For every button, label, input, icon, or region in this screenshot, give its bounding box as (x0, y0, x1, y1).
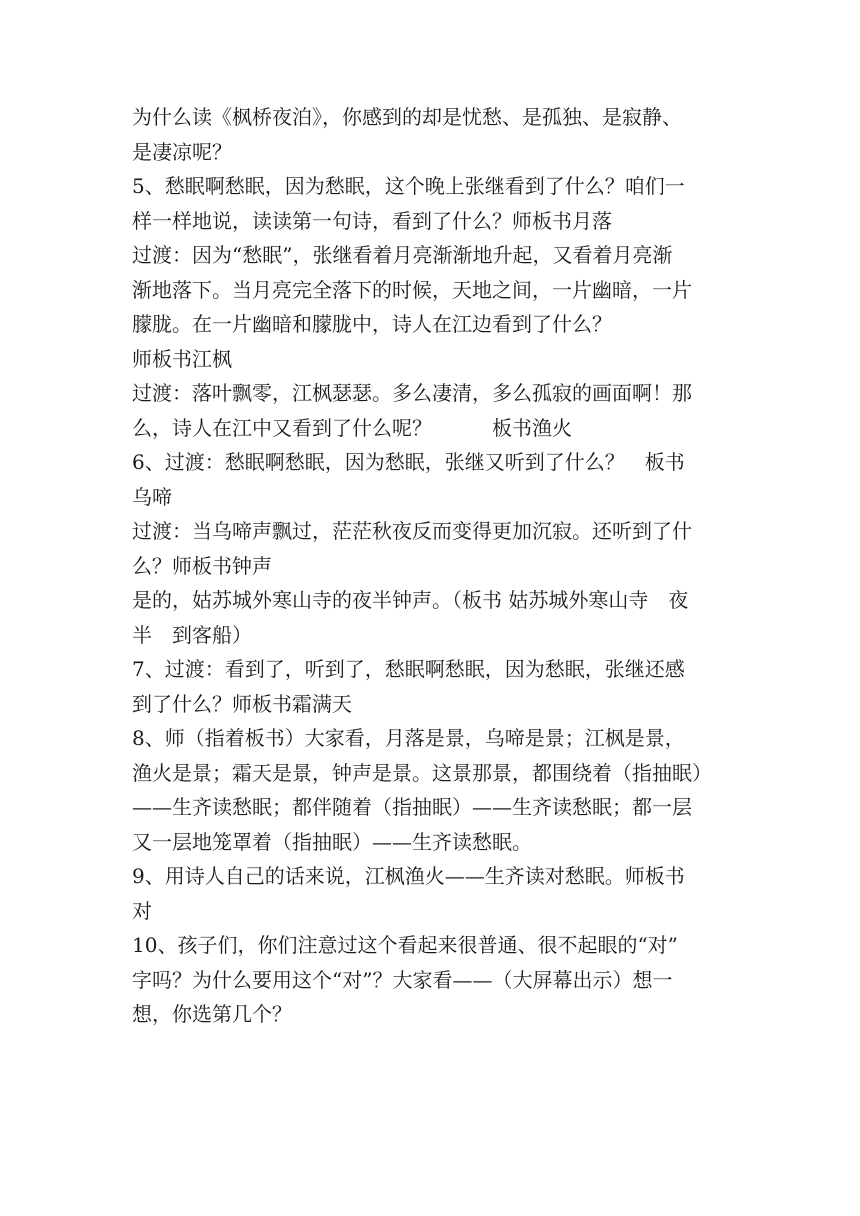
text-line-15: 是的，姑苏城外寒山寺的夜半钟声。（板书 姑苏城外寒山寺 夜 (132, 588, 689, 612)
text-line-23: 9、用诗人自己的话来说，江枫渔火——生齐读对愁眠。师板书 (132, 864, 685, 888)
text-line-10: 么，诗人在江中又看到了什么呢？ 板书渔火 (132, 415, 572, 440)
text-line-16: 半 到客船） (132, 622, 252, 647)
text-line-11: 6、过渡：愁眠啊愁眠，因为愁眠，张继又听到了什么？ 板书 (132, 450, 685, 474)
document-body (132, 100, 732, 1032)
text-line-18: 到了什么？师板书霜满天 (132, 691, 352, 716)
text-line-27: 想，你选第几个？ (132, 1002, 292, 1026)
text-line-19: 8、师（指着板书）大家看，月落是景，乌啼是景；江枫是景， (132, 726, 685, 750)
text-line-1: 为什么读《枫桥夜泊》，你感到的却是忧愁、是孤独、是寂静、 (132, 105, 682, 129)
text-line-12: 乌啼 (132, 484, 172, 509)
text-line-2: 是凄凉呢？ (132, 139, 232, 164)
text-line-25: 10、孩子们，你们注意过这个看起来很普通、很不起眼的“对” (132, 933, 678, 957)
text-line-24: 对 (132, 898, 152, 923)
text-line-7: 朦胧。在一片幽暗和朦胧中，诗人在江边看到了什么？ (132, 312, 612, 336)
text-line-3: 5、愁眠啊愁眠，因为愁眠，这个晚上张继看到了什么？咱们一 (132, 174, 685, 198)
text-line-17: 7、过渡：看到了，听到了，愁眠啊愁眠，因为愁眠，张继还感 (132, 657, 685, 681)
text-line-20: 渔火是景；霜天是景，钟声是景。这景那景，都围绕着（指抽眠） (132, 760, 712, 785)
text-line-5: 过渡：因为“愁眠”，张继看着月亮渐渐地升起，又看着月亮渐 (132, 243, 673, 267)
text-line-6: 渐地落下。当月亮完全落下的时候，天地之间，一片幽暗，一片 (132, 277, 692, 302)
text-line-8: 师板书江枫 (132, 346, 232, 371)
text-line-26: 字吗？为什么要用这个“对”？大家看——（大屏幕出示）想一 (132, 967, 673, 992)
text-line-14: 么？师板书钟声 (132, 553, 272, 578)
text-line-22: 又一层地笼罩着（指抽眠）——生齐读愁眠。 (132, 829, 532, 854)
text-line-21: ——生齐读愁眠；都伴随着（指抽眠）——生齐读愁眠；都一层 (132, 795, 692, 819)
text-line-9: 过渡：落叶飘零，江枫瑟瑟。多么凄清，多么孤寂的画面啊！那 (132, 381, 692, 405)
text-line-13: 过渡：当乌啼声飘过，茫茫秋夜反而变得更加沉寂。还听到了什 (132, 519, 692, 543)
text-line-4: 样一样地说，读读第一句诗，看到了什么？师板书月落 (132, 208, 612, 233)
